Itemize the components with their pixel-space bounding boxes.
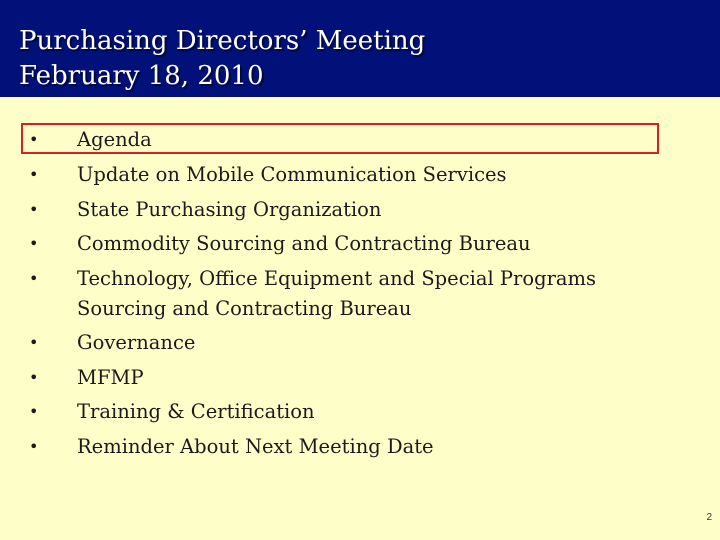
agenda-item-text: Governance xyxy=(77,331,196,354)
agenda-item-text: Reminder About Next Meeting Date xyxy=(77,435,434,458)
bullet-icon: • xyxy=(29,200,39,219)
slide-title-line-2: February 18, 2010 xyxy=(19,61,264,91)
agenda-item-text: Agenda xyxy=(77,128,152,151)
title-bar xyxy=(0,0,720,97)
agenda-item-text: Commodity Sourcing and Contracting Bureau xyxy=(77,232,531,255)
agenda-item-text: State Purchasing Organization xyxy=(77,198,382,221)
agenda-item-text: Technology, Office Equipment and Special Programs Sourcing and Contracting Bureau xyxy=(77,267,597,320)
page-number: 2 xyxy=(706,512,712,523)
bullet-icon: • xyxy=(29,269,39,288)
agenda-item-text: Update on Mobile Communication Services xyxy=(77,163,507,186)
bullet-icon: • xyxy=(29,437,39,456)
slide-title-line-1: Purchasing Directors’ Meeting xyxy=(19,26,426,56)
bullet-icon: • xyxy=(29,333,39,352)
bullet-icon: • xyxy=(29,165,39,184)
bullet-icon: • xyxy=(29,234,39,253)
agenda-item-text: MFMP xyxy=(77,366,144,389)
agenda-item-text: Training & Certification xyxy=(77,400,315,423)
bullet-icon: • xyxy=(29,368,39,387)
bullet-icon: • xyxy=(29,402,39,421)
bullet-icon: • xyxy=(29,130,39,149)
